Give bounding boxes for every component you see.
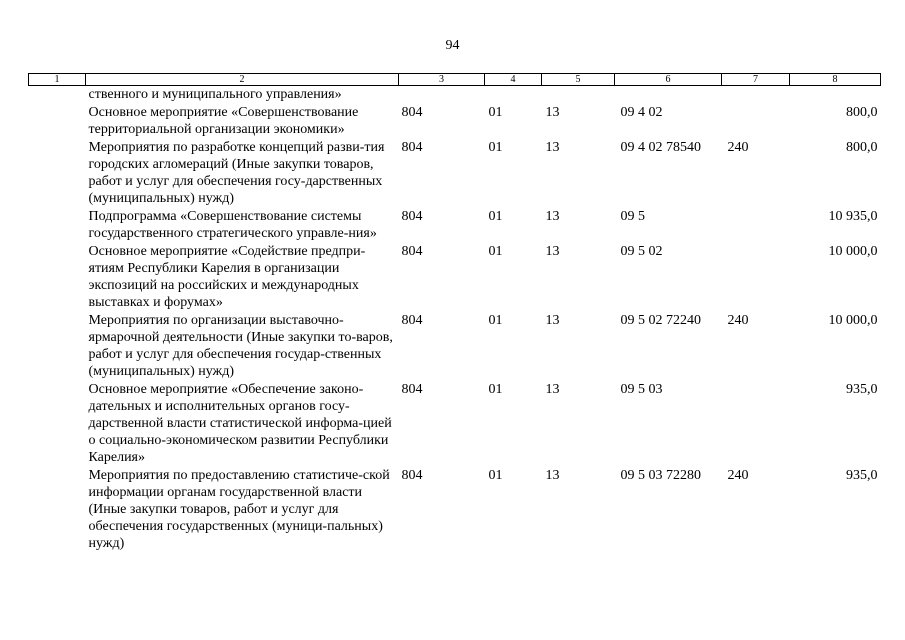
subsection-code: 13: [545, 313, 560, 328]
item-name: Основное мероприятие «Содействие предпри-ятиям Республики Карелия в организации экспозиций на российских и международных выставках и форумах»: [88, 244, 366, 310]
subsection-code: 13: [545, 468, 560, 483]
row-number-cell: [29, 466, 86, 552]
ministry-code: 804: [401, 468, 423, 483]
column-number-header-row: [29, 74, 881, 86]
subsection-code: 13: [545, 209, 560, 224]
expense-type-code: [722, 207, 790, 242]
item-name: Мероприятия по разработке концепций разви-тия городских агломераций (Иные закупки товаров, работ и услуг для обеспечения госу-дарственных (муниципальных) нужд): [88, 140, 385, 206]
row-number-cell: [29, 380, 86, 466]
target-article-code: 09 4 02: [620, 105, 663, 120]
column-header-3: 3: [399, 74, 485, 86]
subsection-code: 13: [545, 382, 560, 397]
item-name: Мероприятия по предоставлению статистиче-ской информации органам государственной власти (Иные закупки товаров, работ и услуг для обеспечения государственных (муници-пальных) нужд): [88, 468, 390, 551]
expense-type-code: [722, 242, 790, 311]
table-row: [29, 242, 881, 311]
expense-type-code: [722, 380, 790, 466]
ministry-code: [399, 86, 485, 104]
expense-type-code: 240: [727, 313, 749, 328]
column-header-8: 8: [790, 74, 881, 86]
ministry-code: 804: [401, 209, 423, 224]
table-row: [29, 86, 881, 104]
ministry-code: 804: [401, 382, 423, 397]
section-code: [485, 86, 542, 104]
target-article-code: [615, 86, 722, 104]
target-article-code: 09 5 03: [620, 382, 663, 397]
ministry-code: 804: [401, 140, 423, 155]
table-row: [29, 466, 881, 552]
row-number-cell: [29, 311, 86, 380]
item-name: Основное мероприятие «Совершенствование территориальной организации экономики»: [88, 105, 359, 137]
row-number-cell: [29, 103, 86, 138]
row-number-cell: [29, 207, 86, 242]
amount: 935,0: [846, 468, 878, 483]
amount: 10 935,0: [828, 209, 878, 224]
ministry-code: 804: [401, 244, 423, 259]
amount: 10 000,0: [828, 313, 878, 328]
row-number-cell: [29, 138, 86, 207]
item-name: Подпрограмма «Совершенствование системы государственного стратегического управле-ния»: [88, 209, 377, 241]
section-code: 01: [488, 382, 503, 397]
section-code: 01: [488, 468, 503, 483]
expense-type-code: 240: [727, 468, 749, 483]
table-row: [29, 103, 881, 138]
target-article-code: 09 4 02 78540: [620, 140, 701, 155]
table-row: [29, 311, 881, 380]
amount: 800,0: [846, 140, 878, 155]
subsection-code: [542, 86, 615, 104]
item-name: Основное мероприятие «Обеспечение законо-дательных и исполнительных органов госу-дарственной власти статистической информа-цией о социально-экономическом развитии Республики Карелия»: [88, 382, 392, 465]
page-number: 94: [445, 38, 460, 53]
item-name: ственного и муниципального управления»: [88, 87, 342, 102]
budget-table: [28, 73, 881, 552]
subsection-code: 13: [545, 140, 560, 155]
target-article-code: 09 5 02 72240: [620, 313, 701, 328]
item-name: Мероприятия по организации выставочно-ярмарочной деятельности (Иные закупки то-варов, работ и услуг для обеспечения государ-ственных (муниципальных) нужд): [88, 313, 393, 379]
table-row: [29, 138, 881, 207]
section-code: 01: [488, 244, 503, 259]
target-article-code: 09 5: [620, 209, 645, 224]
section-code: 01: [488, 140, 503, 155]
row-number-cell: [29, 86, 86, 104]
ministry-code: 804: [401, 313, 423, 328]
section-code: 01: [488, 313, 503, 328]
expense-type-code: [722, 86, 790, 104]
target-article-code: 09 5 02: [620, 244, 663, 259]
amount: 10 000,0: [828, 244, 878, 259]
section-code: 01: [488, 105, 503, 120]
column-header-7: 7: [722, 74, 790, 86]
amount: 935,0: [846, 382, 878, 397]
amount: [790, 86, 881, 104]
section-code: 01: [488, 209, 503, 224]
expense-type-code: [722, 103, 790, 138]
expense-type-code: 240: [727, 140, 749, 155]
target-article-code: 09 5 03 72280: [620, 468, 701, 483]
column-header-5: 5: [542, 74, 615, 86]
column-header-4: 4: [485, 74, 542, 86]
amount: 800,0: [846, 105, 878, 120]
column-header-2: 2: [86, 74, 399, 86]
ministry-code: 804: [401, 105, 423, 120]
row-number-cell: [29, 242, 86, 311]
subsection-code: 13: [545, 105, 560, 120]
column-header-1: 1: [29, 74, 86, 86]
table-row: [29, 207, 881, 242]
column-header-6: 6: [615, 74, 722, 86]
table-row: [29, 380, 881, 466]
subsection-code: 13: [545, 244, 560, 259]
